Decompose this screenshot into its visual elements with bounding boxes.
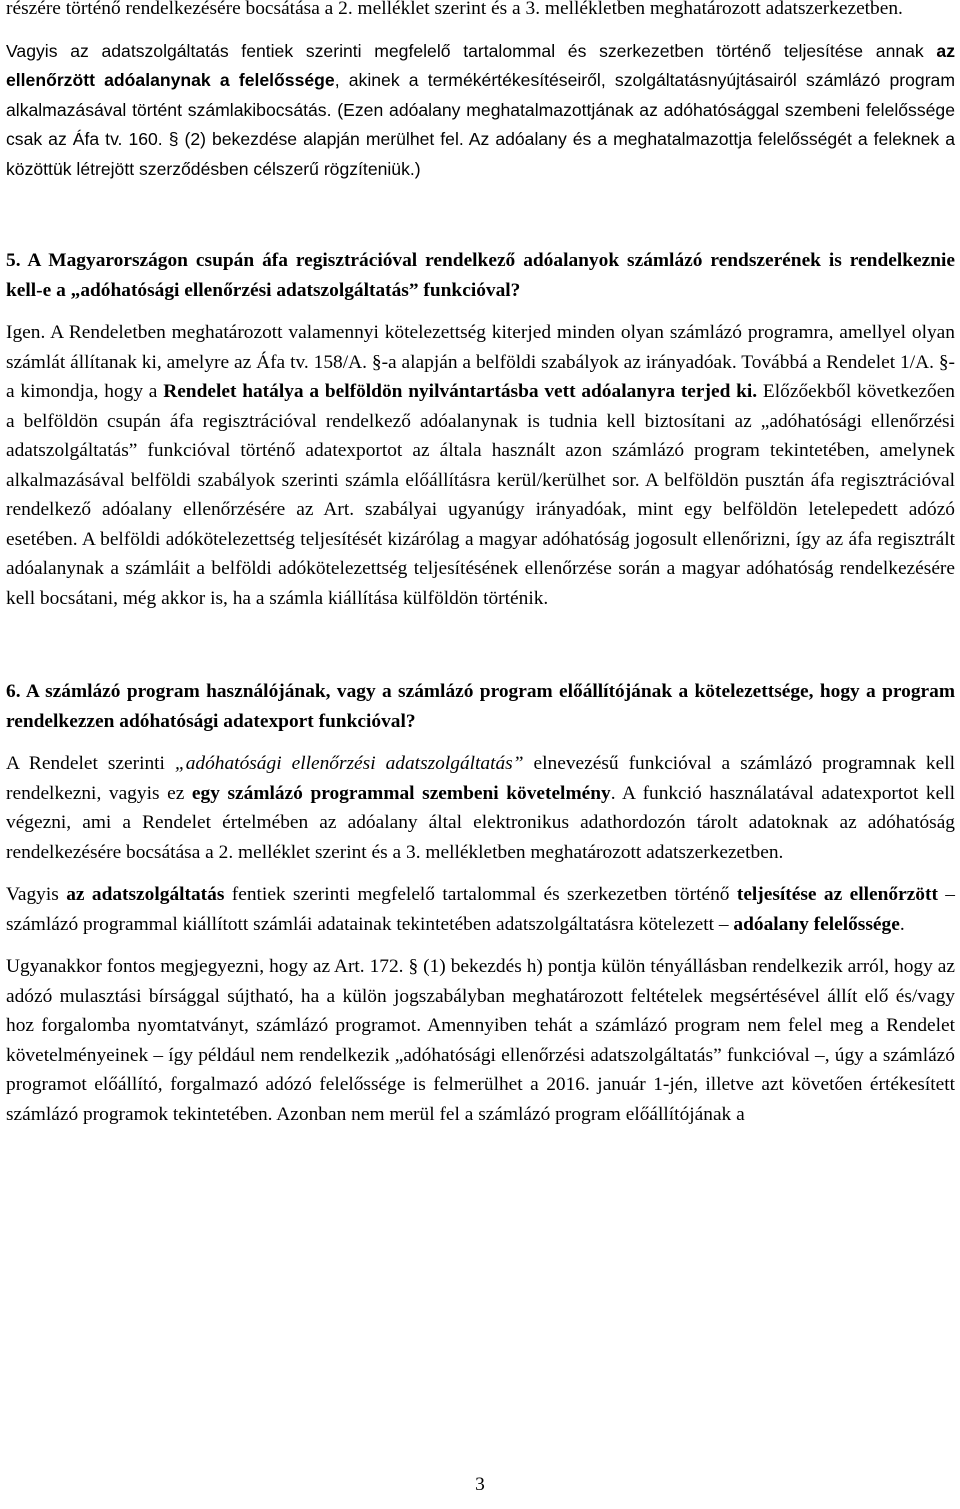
- text-run: Vagyis: [6, 884, 67, 905]
- section-6-paragraph-2: [6, 880, 955, 939]
- paragraph-continuation: részére történő rendelkezésére bocsátása a 2. melléklet szerint és a 3. mellékletben meghatározott adatszerkezetben.: [6, 0, 903, 19]
- section-5-heading: 5. A Magyarországon csupán áfa regisztrációval rendelkező adóalanyok számlázó rendszerének is rendelkeznie kell-e a „adóhatósági ellenőrzési adatszolgáltatás” funkcióval?: [6, 250, 955, 301]
- text-run: A Rendelet szerinti: [6, 753, 175, 774]
- bold-text: Rendelet hatálya a belföldön nyilvántartásba vett adóalanyra terjed ki.: [163, 381, 758, 402]
- text-run: Előzőekből következően a belföldön csupán áfa regisztrációval rendelkező adóalanynak is tudnia kell biztosítani az „adóhatósági ellenőrzési adatszolgáltatás” funkcióval történő adatexportot az általa használt azon számlázó program tekintetében, amelynek alkalmazásával belföldi szabályok szerinti számla előállításra kerül/kerülhet sor. A belföldön pusztán áfa regisztrációval rendelkező adóalany ellenőrzésére az Art. szabályai ugyanúgy irányadóak, mint egy belföldön letelepedett adózó esetében. A belföldi adókötelezettség teljesítését kizárólag a magyar adóhatóság jogosult ellenőrizni, így az áfa regisztrált adóalanynak a számláit a belföldi adókötelezettség teljesítésének ellenőrzése során a magyar adóhatóság rendelkezésére kell bocsátani, még akkor is, ha a számla kiállítása külföldön történik.: [6, 381, 955, 609]
- bold-text: az ellenőrzött adóalanynak a felelőssége: [6, 40, 955, 90]
- text-run: . A funkció használatával adatexportot kell végezni, ami a Rendelet értelmében az adóalany által elektronikus adathordozón tárolt adatoknak az adóhatóság rendelkezésére bocsátása a 2. melléklet szerint és a 3. mellékletben meghatározott adatszerkezetben.: [6, 782, 955, 863]
- italic-text: „adóhatósági ellenőrzési adatszolgáltatás”: [174, 753, 524, 774]
- paragraph-responsibility: [6, 37, 955, 185]
- text-run: – számlázó programmal kiállított számlái adatainak tekintetében adatszolgáltatásra kötelezett –: [6, 884, 955, 935]
- section-6-paragraph-3: Ugyanakkor fontos megjegyezni, hogy az Art. 172. § (1) bekezdés h) pontja külön tényállásban rendelkezik arról, hogy az adózó mulasztási bírsággal sújtható, ha a külön jogszabályban meghatározott feltételek megsértésével állít elő és/vagy hoz forgalomba nyomtatványt, számlázó programot. Amennyiben tehát a számlázó program nem felel meg a Rendelet követelményeinek – így például nem rendelkezik „adóhatósági ellenőrzési adatszolgáltatás” funkcióval –, úgy a számlázó programot előállító, forgalmazó adózó felelőssége is felmerülhet a 2016. január 1-jén, illetve azt követően értékesített számlázó programok tekintetében. Azonban nem merül fel a számlázó program előállítójának a: [6, 956, 955, 1125]
- bold-text: az adatszolgáltatás: [66, 884, 225, 905]
- section-6-heading: 6. A számlázó program használójának, vagy a számlázó program előállítójának a kötelezettsége, hogy a program rendelkezzen adóhatósági adatexport funkcióval?: [6, 681, 955, 732]
- bold-text: adóalany felelőssége: [733, 913, 900, 935]
- text-run: fentiek szerinti megfelelő tartalommal és szerkezetben történő: [224, 884, 737, 905]
- text-run: Vagyis az adatszolgáltatás fentiek szerinti megfelelő tartalommal és szerkezetben történő teljesítése annak: [6, 40, 937, 61]
- bold-text: egy számlázó programmal szembeni követelmény: [191, 782, 611, 804]
- bold-text: teljesítése az ellenőrzött: [736, 884, 938, 905]
- section-5-answer: [6, 318, 955, 613]
- page-number: 3: [475, 1474, 485, 1495]
- text-run: Igen. A Rendeletben meghatározott valamennyi kötelezettség kiterjed minden olyan számlázó programra, amellyel olyan számlát állítanak ki, amelyre az Áfa tv. 158/A. §-a alapján a belföldi szabályok az irányadóak. Továbbá a Rendelet 1/A. §-a kimondja, hogy a: [6, 322, 955, 402]
- text-run: .: [899, 913, 905, 935]
- text-run: , akinek a termékértékesítéseiről, szolgáltatásnyújtásairól számlázó program alkalmazásával történt számlakibocsátás. (Ezen adóalany meghatalmazottjának az adóhatósággal szembeni felelőssége csak az Áfa tv. 160. § (2) bekezdése alapján merülhet fel. Az adóalany és a meghatalmazottja felelősségét a feleknek a közöttük létrejött szerződésben célszerű rögzíteniük.): [6, 70, 955, 179]
- page-content: [6, 0, 955, 1129]
- text-run: elnevezésű funkcióval a számlázó programnak kell rendelkezni, vagyis ez: [6, 753, 956, 804]
- section-6-paragraph-1: [6, 749, 955, 867]
